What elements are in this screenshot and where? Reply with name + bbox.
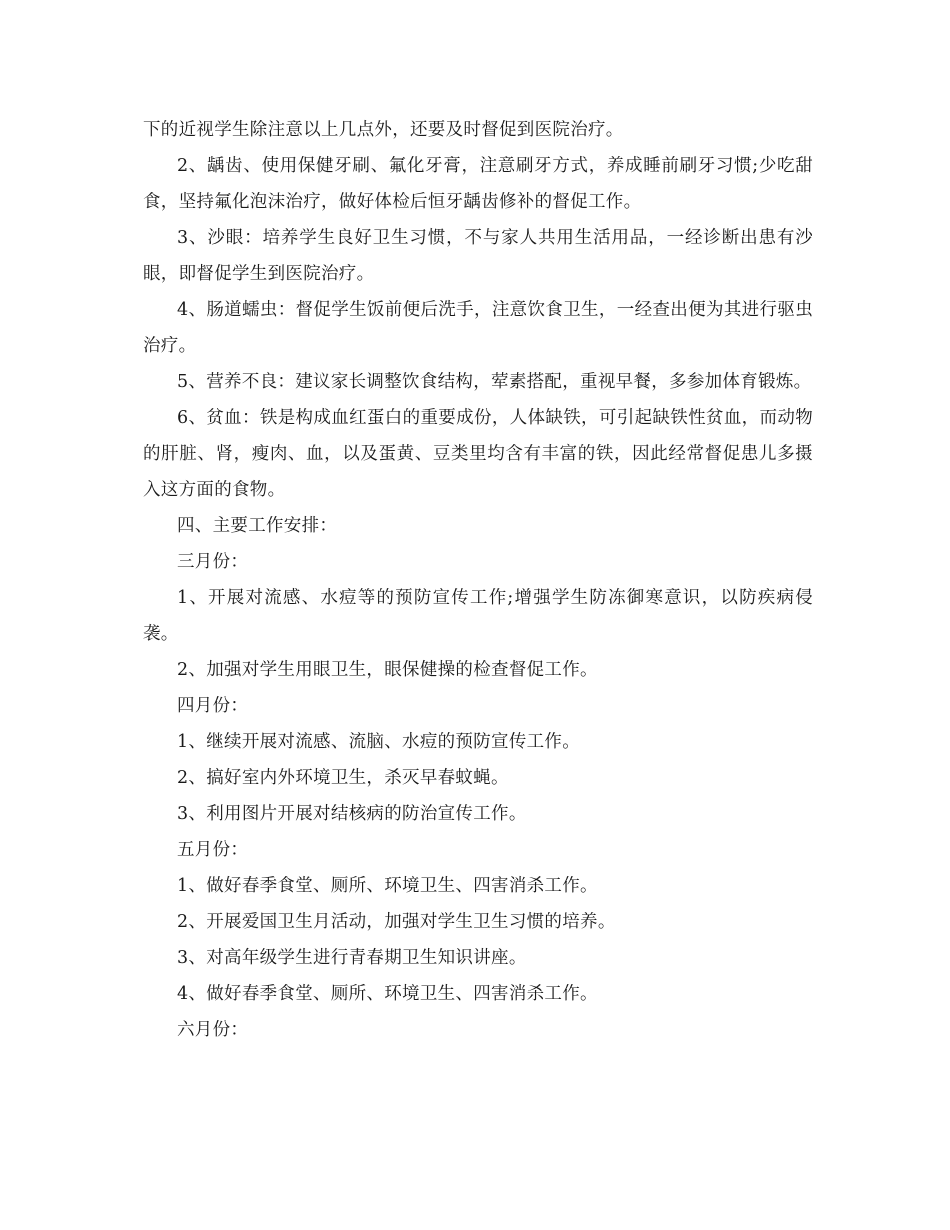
month-heading-april: 四月份：: [177, 696, 249, 716]
paragraph-trachoma: 3、沙眼：培养学生良好卫生习惯，不与家人共用生活用品，一经诊断出患有沙眼，即督促学生到医院治疗。: [143, 228, 813, 284]
list-item-may-4: 4、做好春季食堂、厕所、环境卫生、四害消杀工作。: [177, 984, 598, 1004]
month-heading-may: 五月份：: [177, 840, 249, 860]
document-body: [143, 112, 813, 1048]
month-heading-june: 六月份：: [177, 1020, 249, 1040]
list-item-march-1: 1、开展对流感、水痘等的预防宣传工作;增强学生防冻御寒意识，以防疾病侵袭。: [143, 588, 813, 644]
paragraph-malnutrition: 5、营养不良：建议家长调整饮食结构，荤素搭配，重视早餐，多参加体育锻炼。: [177, 372, 812, 392]
list-item-may-3: 3、对高年级学生进行青春期卫生知识讲座。: [177, 948, 527, 968]
paragraph-anemia: 6、贫血：铁是构成血红蛋白的重要成份，人体缺铁，可引起缺铁性贫血，而动物的肝脏、肾，瘦肉、血，以及蛋黄、豆类里均含有丰富的铁，因此经常督促患儿多摄入这方面的食物。: [143, 408, 813, 500]
list-item-april-1: 1、继续开展对流感、流脑、水痘的预防宣传工作。: [177, 732, 581, 752]
section-heading-work-plan: 四、主要工作安排：: [177, 516, 338, 536]
paragraph-myopia-continued: 下的近视学生除注意以上几点外，还要及时督促到医院治疗。: [143, 120, 624, 140]
list-item-april-2: 2、搞好室内外环境卫生，杀灭早春蚊蝇。: [177, 768, 509, 788]
list-item-april-3: 3、利用图片开展对结核病的防治宣传工作。: [177, 804, 527, 824]
paragraph-intestinal-worms: 4、肠道蠕虫：督促学生饭前便后洗手，注意饮食卫生，一经查出便为其进行驱虫治疗。: [143, 300, 813, 356]
list-item-may-2: 2、开展爱国卫生月活动，加强对学生卫生习惯的培养。: [177, 912, 616, 932]
list-item-march-2: 2、加强对学生用眼卫生，眼保健操的检查督促工作。: [177, 660, 598, 680]
month-heading-march: 三月份：: [177, 552, 249, 572]
list-item-may-1: 1、做好春季食堂、厕所、环境卫生、四害消杀工作。: [177, 876, 598, 896]
paragraph-dental-caries: 2、龋齿、使用保健牙刷、氟化牙膏，注意刷牙方式，养成睡前刷牙习惯;少吃甜食，坚持氟化泡沫治疗，做好体检后恒牙龋齿修补的督促工作。: [143, 156, 813, 212]
